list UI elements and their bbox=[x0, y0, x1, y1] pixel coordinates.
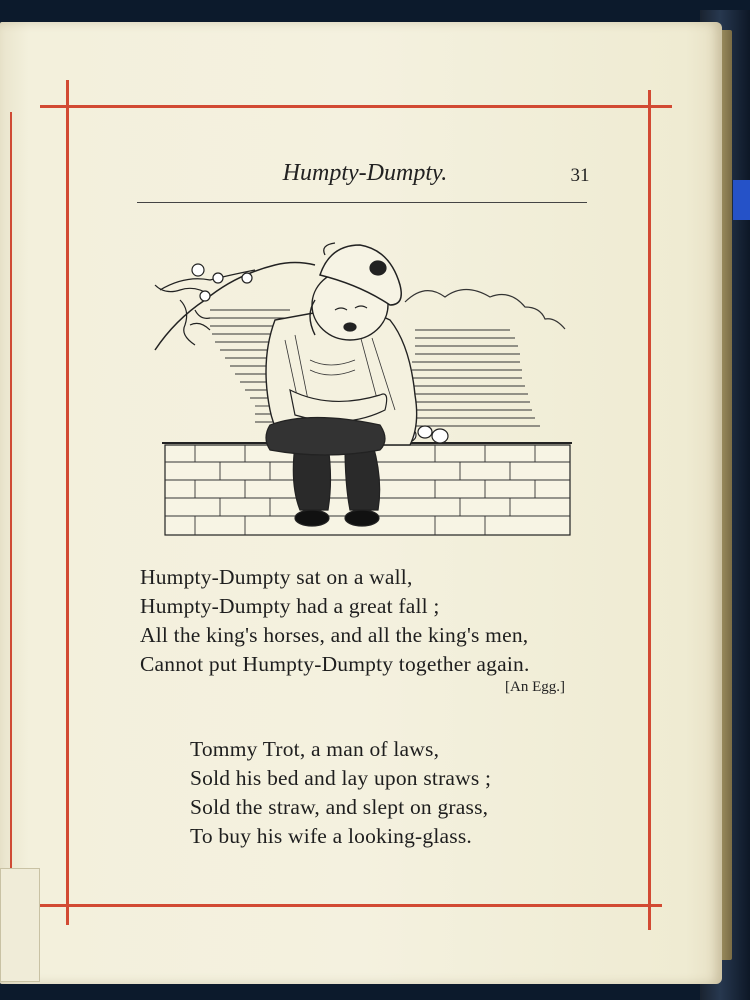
header-rule bbox=[137, 202, 587, 203]
poem-line: Tommy Trot, a man of laws, bbox=[190, 737, 440, 761]
bookmark-tab bbox=[733, 180, 750, 220]
poem-line: Cannot put Humpty-Dumpty together again. bbox=[140, 652, 530, 676]
border-left bbox=[66, 80, 69, 925]
page-title: Humpty-Dumpty. bbox=[282, 160, 448, 186]
humpty-dumpty-on-wall-icon bbox=[150, 230, 580, 550]
riddle-answer: [An Egg.] bbox=[505, 679, 565, 695]
page-tab bbox=[0, 868, 40, 982]
poem-line: Sold his bed and lay upon straws ; bbox=[190, 766, 492, 790]
poem-tommy-trot bbox=[190, 735, 610, 851]
poem-line: All the king's horses, and all the king's men, bbox=[140, 623, 529, 647]
poem-humpty-dumpty bbox=[140, 563, 610, 679]
border-right bbox=[648, 90, 651, 930]
poem-line: Humpty-Dumpty had a great fall ; bbox=[140, 594, 440, 618]
poem-line: Sold the straw, and slept on grass, bbox=[190, 795, 489, 819]
border-top bbox=[40, 105, 672, 108]
poem-line: Humpty-Dumpty sat on a wall, bbox=[140, 565, 413, 589]
page-number: 31 bbox=[570, 165, 590, 186]
poem-line: To buy his wife a looking-glass. bbox=[190, 824, 472, 848]
left-margin-line bbox=[10, 112, 12, 932]
border-bottom bbox=[30, 904, 662, 907]
